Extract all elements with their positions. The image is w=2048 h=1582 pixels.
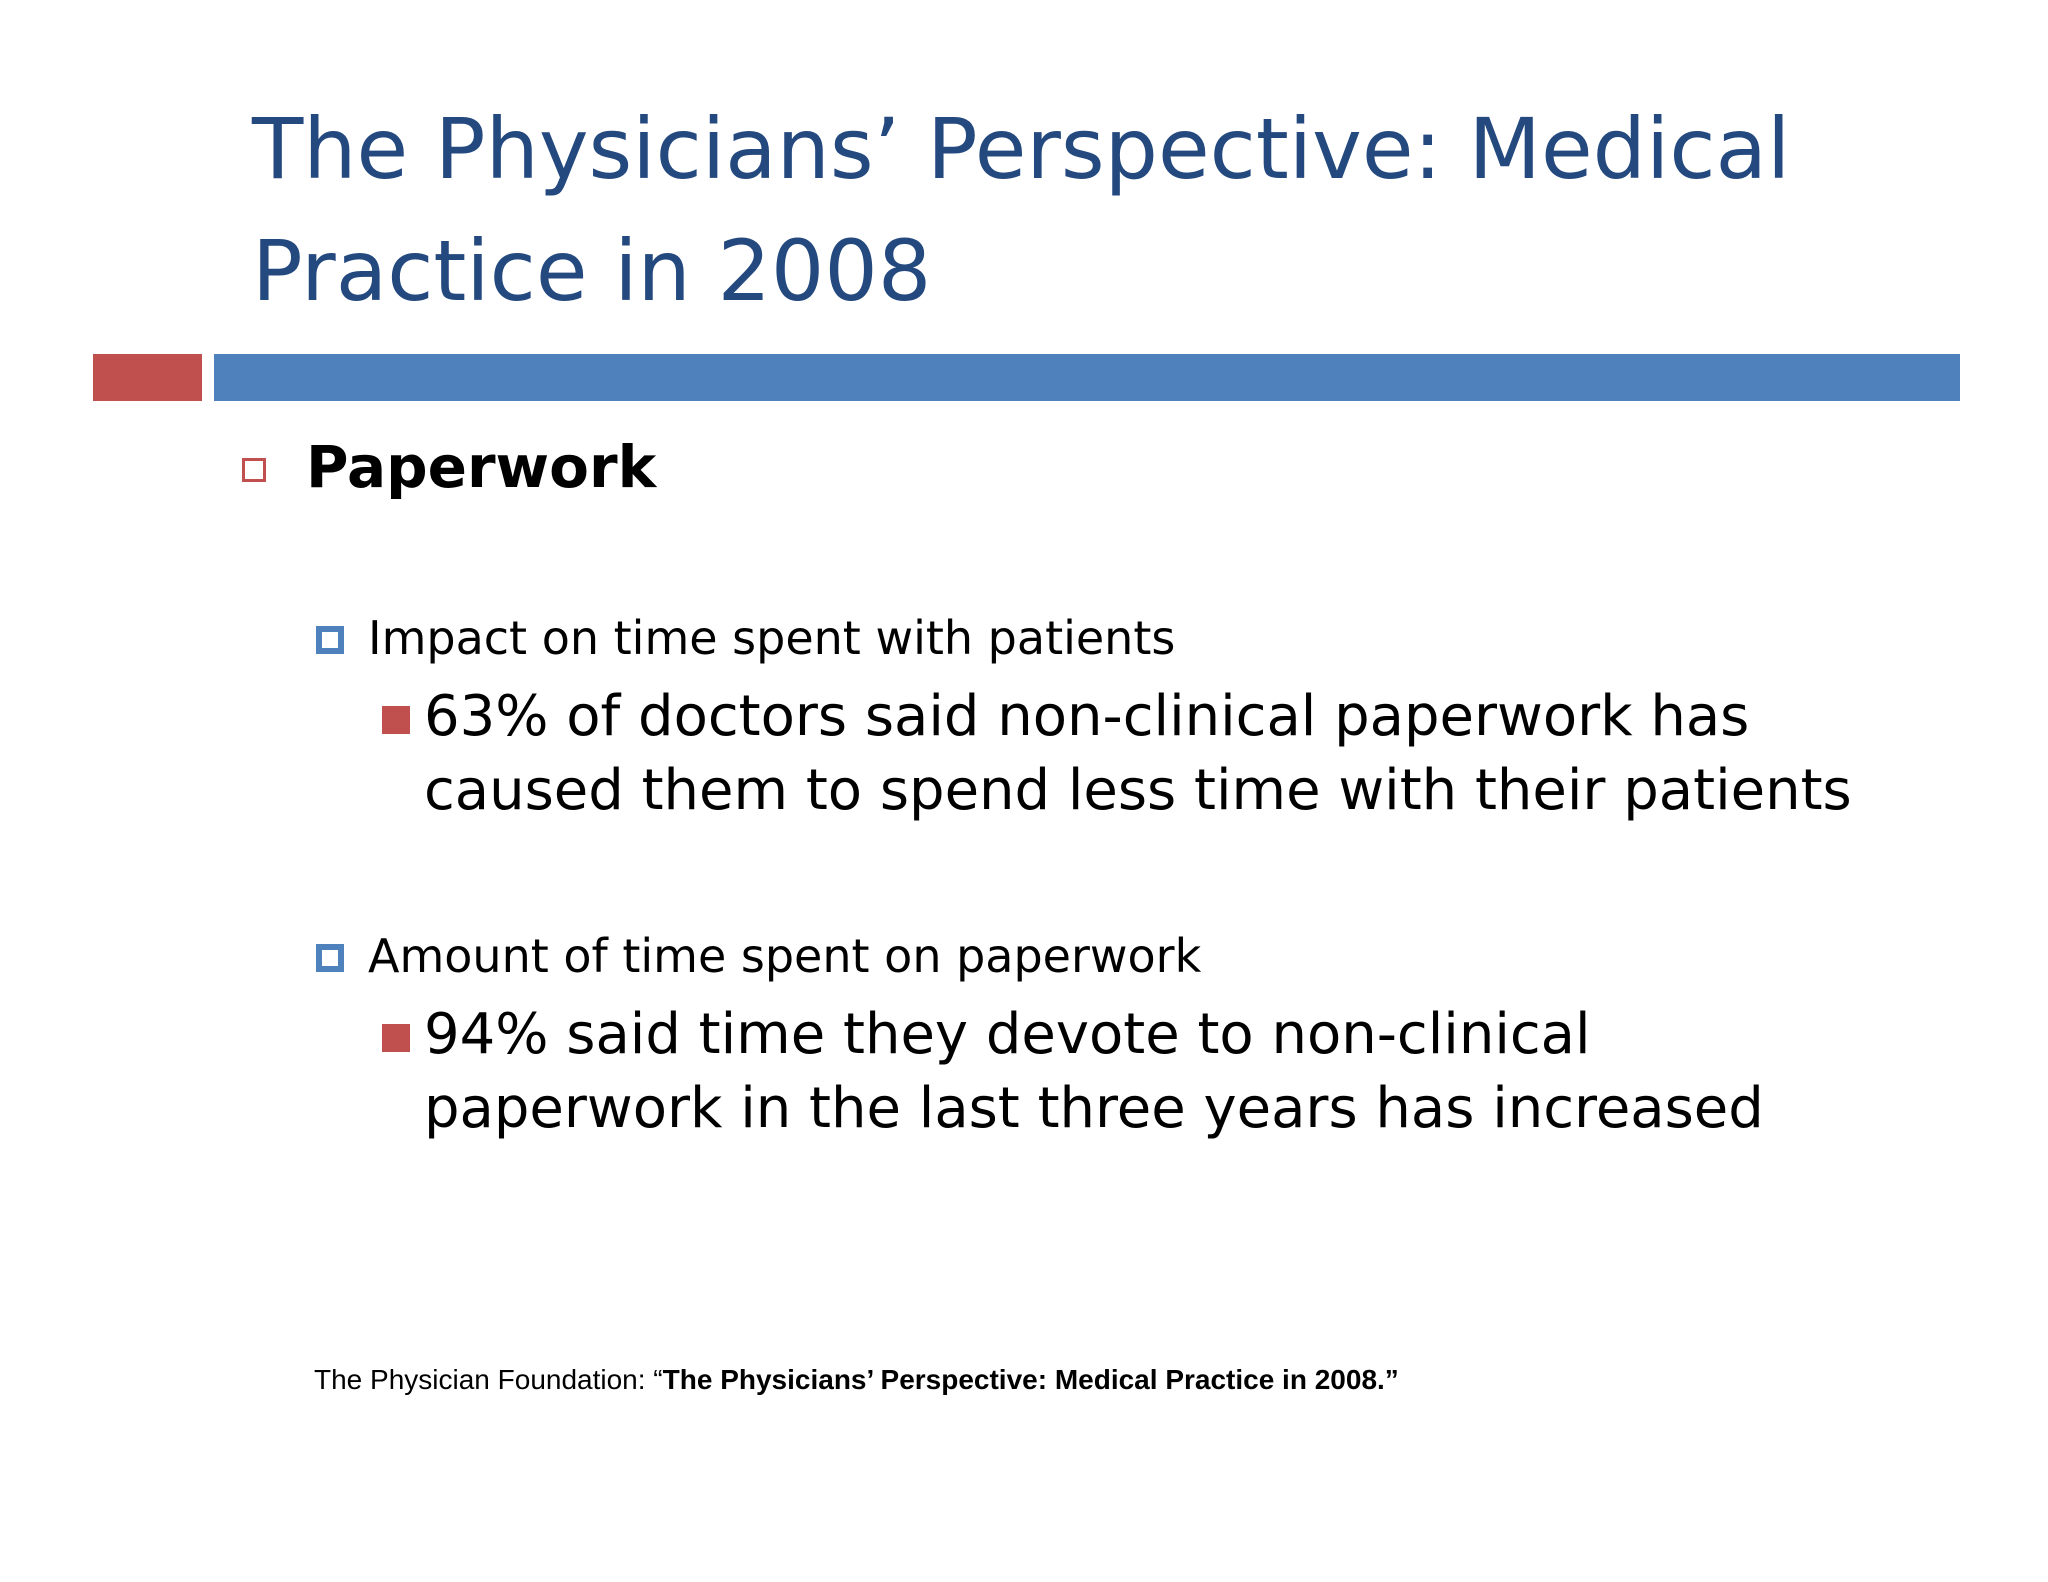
bullet-amount-of-time (316, 926, 1201, 986)
detail-94-percent-text (424, 998, 1904, 1146)
filled-square-bullet-icon (382, 1024, 410, 1052)
bullet-amount-of-time-label: Amount of time spent on paperwork (368, 929, 1202, 983)
detail-63-percent (382, 680, 1942, 828)
source-citation-prefix: The Physician Foundation: “ (314, 1364, 663, 1395)
bullet-paperwork (242, 432, 656, 502)
square-bullet-icon (316, 944, 344, 972)
detail-94-percent-line-2: paperwork in the last three years has increased (424, 1076, 1764, 1141)
source-citation (314, 1364, 1399, 1396)
bullet-impact-on-time (316, 608, 1175, 668)
bullet-impact-on-time-label: Impact on time spent with patients (368, 611, 1176, 665)
detail-94-percent (382, 998, 1942, 1146)
bullet-paperwork-label: Paperwork (306, 433, 657, 501)
detail-63-percent-line-2: caused them to spend less time with their patients (424, 758, 1852, 823)
filled-square-bullet-icon (382, 706, 410, 734)
square-bullet-icon (316, 626, 344, 654)
title-divider-red (93, 354, 202, 401)
slide-title-line-1: The Physicians’ Perspective: Medical (252, 100, 1791, 198)
slide-title (252, 88, 1852, 332)
source-citation-title: The Physicians’ Perspective: Medical Practice in 2008.” (662, 1364, 1399, 1395)
slide-title-line-2: Practice in 2008 (252, 222, 932, 320)
hollow-square-bullet-icon (242, 458, 266, 482)
detail-63-percent-line-1: 63% of doctors said non-clinical paperwork has (424, 684, 1750, 749)
detail-63-percent-text (424, 680, 1904, 828)
detail-94-percent-line-1: 94% said time they devote to non-clinical (424, 1002, 1591, 1067)
title-divider-blue (214, 354, 1960, 401)
